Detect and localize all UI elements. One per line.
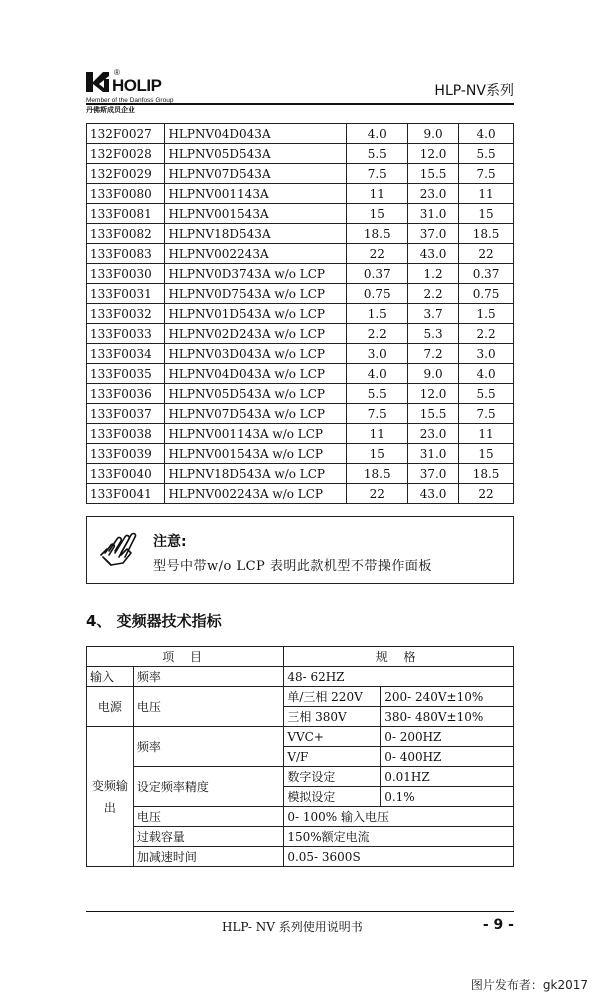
section-title: 4、 变频器技术指标: [86, 612, 222, 630]
spec-row: [87, 827, 514, 847]
model-cell: 133F0037: [87, 404, 165, 424]
model-row: [87, 384, 514, 404]
spec-cell: 电源: [87, 687, 134, 727]
model-cell: 5.5: [459, 144, 514, 164]
model-row: [87, 464, 514, 484]
spec-cell: 过载容量: [133, 827, 283, 847]
notice-title: 注意:: [153, 534, 187, 550]
model-cell: HLPNV001143A w/o LCP: [165, 424, 347, 444]
model-cell: HLPNV002243A w/o LCP: [165, 484, 347, 504]
manual-title: HLP- NV 系列使用说明书: [222, 920, 363, 934]
spec-cell: 加减速时间: [133, 847, 283, 867]
model-cell: 5.3: [408, 324, 459, 344]
spec-cell: 数字设定: [284, 767, 381, 787]
model-cell: 1.5: [347, 304, 408, 324]
model-cell: 18.5: [459, 224, 514, 244]
logo-registered: ®: [114, 68, 120, 77]
model-row: [87, 124, 514, 144]
series-title: HLP-NV系列: [434, 83, 514, 99]
model-cell: HLPNV18D543A: [165, 224, 347, 244]
spec-cell: 0.1%: [381, 787, 514, 807]
model-cell: 0.37: [459, 264, 514, 284]
model-cell: 2.2: [408, 284, 459, 304]
model-row: [87, 144, 514, 164]
model-cell: 4.0: [347, 124, 408, 144]
model-cell: 7.5: [459, 404, 514, 424]
model-cell: 133F0032: [87, 304, 165, 324]
model-cell: 11: [347, 184, 408, 204]
spec-head-item: 项 目: [87, 647, 284, 667]
model-cell: 133F0080: [87, 184, 165, 204]
model-cell: 1.2: [408, 264, 459, 284]
page-number: - 9 -: [482, 917, 514, 933]
model-cell: 0.37: [347, 264, 408, 284]
model-cell: 2.2: [459, 324, 514, 344]
spec-cell: 三相 380V: [284, 707, 381, 727]
spec-cell: 200- 240V±10%: [381, 687, 514, 707]
model-row: [87, 184, 514, 204]
model-cell: 22: [347, 484, 408, 504]
model-cell: 15: [459, 204, 514, 224]
model-cell: 15.5: [408, 404, 459, 424]
model-cell: 3.7: [408, 304, 459, 324]
model-cell: 4.0: [459, 124, 514, 144]
model-cell: 22: [347, 244, 408, 264]
model-cell: 15.5: [408, 164, 459, 184]
model-cell: 133F0031: [87, 284, 165, 304]
logo-subtitle-en: Member of the Danfoss Group: [86, 97, 174, 104]
spec-cell: 变频输出: [87, 727, 134, 867]
model-row: [87, 244, 514, 264]
model-row: [87, 264, 514, 284]
model-cell: 37.0: [408, 224, 459, 244]
model-cell: 18.5: [347, 224, 408, 244]
spec-cell: 0.01HZ: [381, 767, 514, 787]
model-cell: 5.5: [459, 384, 514, 404]
model-row: [87, 344, 514, 364]
holip-logo: [86, 70, 186, 116]
model-row: [87, 424, 514, 444]
model-cell: 133F0036: [87, 384, 165, 404]
footer-rule: [86, 911, 514, 912]
holip-mark-icon: [86, 70, 110, 94]
model-cell: 12.0: [408, 144, 459, 164]
model-row: [87, 204, 514, 224]
spec-cell: 电压: [133, 807, 283, 827]
logo-subtitle-cn: 丹佛斯成员企业: [86, 106, 135, 114]
spec-cell: 输入: [87, 667, 134, 687]
model-cell: HLPNV002243A: [165, 244, 347, 264]
spec-row: [87, 847, 514, 867]
model-cell: HLPNV0D3743A w/o LCP: [165, 264, 347, 284]
model-cell: 22: [459, 244, 514, 264]
model-cell: 1.5: [459, 304, 514, 324]
model-cell: 9.0: [408, 364, 459, 384]
spec-cell: V/F: [284, 747, 381, 767]
model-cell: 15: [347, 204, 408, 224]
model-cell: 133F0040: [87, 464, 165, 484]
model-cell: 133F0041: [87, 484, 165, 504]
model-row: [87, 224, 514, 244]
spec-cell: 0- 100% 输入电压: [284, 807, 514, 827]
model-cell: 7.5: [459, 164, 514, 184]
spec-table: [86, 646, 514, 867]
model-cell: 7.2: [408, 344, 459, 364]
spec-cell: 0- 400HZ: [381, 747, 514, 767]
model-cell: 3.0: [459, 344, 514, 364]
watermark: 图片发布者：gk2017: [470, 978, 588, 992]
model-cell: HLPNV02D243A w/o LCP: [165, 324, 347, 344]
model-cell: 5.5: [347, 144, 408, 164]
model-cell: 4.0: [459, 364, 514, 384]
model-cell: 133F0038: [87, 424, 165, 444]
model-cell: 132F0028: [87, 144, 165, 164]
model-cell: 133F0082: [87, 224, 165, 244]
model-cell: 133F0083: [87, 244, 165, 264]
model-cell: HLPNV04D043A w/o LCP: [165, 364, 347, 384]
model-row: [87, 484, 514, 504]
model-cell: 0.75: [347, 284, 408, 304]
model-row: [87, 164, 514, 184]
spec-row: [87, 667, 514, 687]
model-cell: 15: [459, 444, 514, 464]
model-cell: 43.0: [408, 484, 459, 504]
model-cell: 133F0035: [87, 364, 165, 384]
spec-row: [87, 807, 514, 827]
spec-cell: 单/三相 220V: [284, 687, 381, 707]
model-cell: 18.5: [459, 464, 514, 484]
model-cell: 2.2: [347, 324, 408, 344]
model-table: [86, 123, 514, 504]
model-row: [87, 364, 514, 384]
spec-head-spec: 规 格: [284, 647, 514, 667]
model-cell: 31.0: [408, 444, 459, 464]
model-cell: 18.5: [347, 464, 408, 484]
model-cell: HLPNV07D543A: [165, 164, 347, 184]
spec-cell: 0.05- 3600S: [284, 847, 514, 867]
model-cell: 133F0030: [87, 264, 165, 284]
model-cell: 132F0029: [87, 164, 165, 184]
spec-row: [87, 767, 514, 787]
model-cell: 11: [459, 424, 514, 444]
notice-text: 型号中带w/o LCP 表明此款机型不带操作面板: [153, 559, 432, 574]
model-row: [87, 304, 514, 324]
model-cell: 0.75: [459, 284, 514, 304]
model-cell: 5.5: [347, 384, 408, 404]
model-cell: 43.0: [408, 244, 459, 264]
model-cell: 23.0: [408, 184, 459, 204]
model-row: [87, 404, 514, 424]
model-cell: HLPNV0D7543A w/o LCP: [165, 284, 347, 304]
model-cell: 23.0: [408, 424, 459, 444]
spec-cell: 频率: [133, 727, 283, 767]
model-cell: HLPNV001543A: [165, 204, 347, 224]
model-cell: HLPNV05D543A w/o LCP: [165, 384, 347, 404]
model-cell: HLPNV05D543A: [165, 144, 347, 164]
model-cell: 37.0: [408, 464, 459, 484]
spec-cell: 380- 480V±10%: [381, 707, 514, 727]
model-cell: HLPNV001143A: [165, 184, 347, 204]
model-cell: 133F0081: [87, 204, 165, 224]
header-rule: [86, 103, 514, 105]
spec-cell: 48- 62HZ: [284, 667, 514, 687]
spec-row: [87, 727, 514, 747]
model-cell: 22: [459, 484, 514, 504]
spec-cell: 设定频率精度: [133, 767, 283, 807]
spec-cell: 频率: [133, 667, 283, 687]
model-cell: HLPNV18D543A w/o LCP: [165, 464, 347, 484]
model-cell: 3.0: [347, 344, 408, 364]
model-cell: 133F0039: [87, 444, 165, 464]
model-cell: 4.0: [347, 364, 408, 384]
pointing-hand-icon: [97, 527, 143, 573]
model-cell: 15: [347, 444, 408, 464]
model-cell: 7.5: [347, 404, 408, 424]
model-cell: 132F0027: [87, 124, 165, 144]
model-cell: HLPNV07D543A w/o LCP: [165, 404, 347, 424]
model-cell: 7.5: [347, 164, 408, 184]
model-row: [87, 284, 514, 304]
model-cell: 133F0033: [87, 324, 165, 344]
model-cell: HLPNV01D543A w/o LCP: [165, 304, 347, 324]
model-cell: HLPNV03D043A w/o LCP: [165, 344, 347, 364]
model-cell: 133F0034: [87, 344, 165, 364]
model-cell: 9.0: [408, 124, 459, 144]
model-cell: 11: [347, 424, 408, 444]
spec-cell: 模拟设定: [284, 787, 381, 807]
spec-cell: VVC+: [284, 727, 381, 747]
spec-header-row: [87, 647, 514, 667]
model-cell: HLPNV04D043A: [165, 124, 347, 144]
model-cell: 12.0: [408, 384, 459, 404]
notice-box: [86, 516, 514, 584]
spec-cell: 电压: [133, 687, 283, 727]
model-row: [87, 444, 514, 464]
spec-row: [87, 687, 514, 707]
spec-cell: 150%额定电流: [284, 827, 514, 847]
spec-cell: 0- 200HZ: [381, 727, 514, 747]
model-cell: 31.0: [408, 204, 459, 224]
model-cell: 11: [459, 184, 514, 204]
logo-text: HOLIP: [112, 76, 162, 95]
model-cell: HLPNV001543A w/o LCP: [165, 444, 347, 464]
model-row: [87, 324, 514, 344]
